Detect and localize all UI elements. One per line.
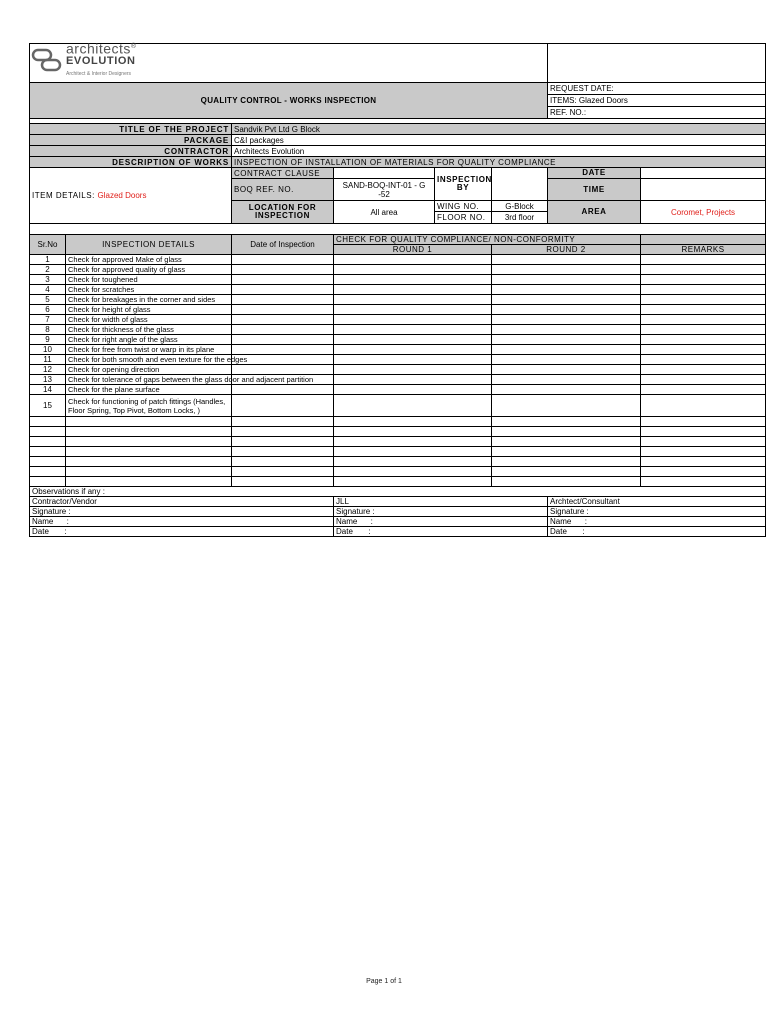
- row-number: 8: [30, 325, 66, 335]
- contractor-signature[interactable]: Signature :: [30, 507, 334, 517]
- row-check-text: Check for thickness of the glass: [66, 325, 232, 335]
- table-row: [30, 395, 766, 417]
- round2-cell[interactable]: [492, 345, 641, 355]
- date-cell[interactable]: [232, 427, 334, 437]
- date-cell[interactable]: [232, 457, 334, 467]
- col-remarks: REMARKS: [641, 245, 766, 255]
- table-row: [30, 385, 766, 395]
- row-number: 1: [30, 255, 66, 265]
- date-cell[interactable]: [232, 385, 334, 395]
- logo-tagline: Architect & Interior Designers: [66, 71, 132, 77]
- row-check-text[interactable]: [66, 467, 232, 477]
- round2-cell[interactable]: [492, 355, 641, 365]
- date-cell[interactable]: [232, 255, 334, 265]
- remarks-cell[interactable]: [641, 305, 766, 315]
- col-srno: Sr.No: [30, 235, 66, 255]
- row-number: 6: [30, 305, 66, 315]
- table-row: [30, 295, 766, 305]
- col-round1: ROUND 1: [334, 245, 492, 255]
- boq-label: BOQ REF. NO.: [232, 179, 334, 201]
- party-consultant: Archtect/Consultant: [548, 497, 766, 507]
- jll-date[interactable]: Date :: [334, 527, 548, 537]
- round1-cell[interactable]: [334, 457, 492, 467]
- row-check-text[interactable]: [66, 437, 232, 447]
- row-number: 10: [30, 345, 66, 355]
- round2-cell[interactable]: [492, 385, 641, 395]
- project-title-value: Sandvik Pvt Ltd G Block: [232, 124, 766, 135]
- consultant-date[interactable]: Date :: [548, 527, 766, 537]
- row-number: 5: [30, 295, 66, 305]
- floor-label: FLOOR NO.: [435, 212, 492, 224]
- col-inspection-details: INSPECTION DETAILS: [66, 235, 232, 255]
- remarks-cell[interactable]: [641, 325, 766, 335]
- blank-row: [30, 467, 766, 477]
- row-check-text[interactable]: [66, 427, 232, 437]
- form-title: QUALITY CONTROL - WORKS INSPECTION: [30, 83, 548, 119]
- date-label: DATE: [548, 168, 641, 179]
- round1-cell[interactable]: [334, 345, 492, 355]
- round2-cell[interactable]: [492, 325, 641, 335]
- table-row: [30, 365, 766, 375]
- round1-cell[interactable]: [334, 355, 492, 365]
- logo-registered-mark: ®: [130, 43, 137, 50]
- row-number[interactable]: [30, 447, 66, 457]
- row-check-text[interactable]: [66, 417, 232, 427]
- date-cell[interactable]: [232, 325, 334, 335]
- round2-cell[interactable]: [492, 447, 641, 457]
- row-number: 3: [30, 275, 66, 285]
- wing-label: WING NO.: [435, 201, 492, 212]
- date-cell[interactable]: [232, 447, 334, 457]
- inspection-by-label: INSPECTION BY: [435, 168, 492, 201]
- col-date-of-inspection: Date of Inspection: [232, 235, 334, 255]
- date-cell[interactable]: [232, 285, 334, 295]
- remarks-cell[interactable]: [641, 335, 766, 345]
- row-check-text[interactable]: [66, 447, 232, 457]
- contractor-label: CONTRACTOR: [30, 146, 232, 157]
- round2-cell[interactable]: [492, 395, 641, 417]
- remarks-cell[interactable]: [641, 255, 766, 265]
- remarks-cell[interactable]: [641, 417, 766, 427]
- row-check-text: Check for approved quality of glass: [66, 265, 232, 275]
- remarks-cell[interactable]: [641, 457, 766, 467]
- round1-cell[interactable]: [334, 315, 492, 325]
- description-label: DESCRIPTION OF WORKS: [30, 157, 232, 168]
- date-cell[interactable]: [232, 315, 334, 325]
- party-contractor: Contractor/Vendor: [30, 497, 334, 507]
- contractor-date[interactable]: Date :: [30, 527, 334, 537]
- logo-brand-text: EVOLUTION: [66, 55, 136, 67]
- round1-cell[interactable]: [334, 395, 492, 417]
- company-logo: [32, 40, 545, 82]
- remarks-cell[interactable]: [641, 275, 766, 285]
- remarks-cell[interactable]: [641, 265, 766, 275]
- row-check-text: Check for free from twist or warp in its plane: [66, 345, 232, 355]
- row-number: 11: [30, 355, 66, 365]
- inspection-form: [29, 40, 765, 537]
- location-label: LOCATION FOR INSPECTION: [232, 201, 334, 224]
- remarks-cell[interactable]: [641, 437, 766, 447]
- row-check-text: Check for tolerance of gaps between the glass door and adjacent partition: [66, 375, 232, 385]
- row-number: 2: [30, 265, 66, 275]
- date-cell[interactable]: [232, 467, 334, 477]
- blank-row: [30, 457, 766, 467]
- row-check-text: Check for right angle of the glass: [66, 335, 232, 345]
- date-cell[interactable]: [232, 395, 334, 417]
- round2-cell[interactable]: [492, 427, 641, 437]
- round2-cell[interactable]: [492, 417, 641, 427]
- row-number: 12: [30, 365, 66, 375]
- contractor-name[interactable]: Name :: [30, 517, 334, 527]
- blank-row: [30, 477, 766, 487]
- row-check-text: Check for breakages in the corner and sides: [66, 295, 232, 305]
- round2-cell[interactable]: [492, 437, 641, 447]
- blank-row: [30, 427, 766, 437]
- round1-cell[interactable]: [334, 325, 492, 335]
- round1-cell[interactable]: [334, 427, 492, 437]
- row-check-text: Check for approved Make of glass: [66, 255, 232, 265]
- remarks-cell[interactable]: [641, 315, 766, 325]
- date-cell[interactable]: [232, 335, 334, 345]
- row-number: 7: [30, 315, 66, 325]
- area-value: Coromet, Projects: [641, 201, 766, 224]
- round2-cell[interactable]: [492, 375, 641, 385]
- row-number: 13: [30, 375, 66, 385]
- row-check-text[interactable]: [66, 477, 232, 487]
- round1-cell[interactable]: [334, 295, 492, 305]
- row-number: 15: [30, 395, 66, 417]
- remarks-cell[interactable]: [641, 467, 766, 477]
- checklist-body: [30, 255, 766, 487]
- remarks-cell[interactable]: [641, 375, 766, 385]
- row-check-text: Check for opening direction: [66, 365, 232, 375]
- logo-mark-icon: [32, 46, 62, 76]
- row-check-text: Check for height of glass: [66, 305, 232, 315]
- jll-signature[interactable]: Signature :: [334, 507, 548, 517]
- remarks-cell[interactable]: [641, 295, 766, 305]
- row-number[interactable]: [30, 477, 66, 487]
- blank-row: [30, 437, 766, 447]
- page-footer: Page 1 of 1: [366, 978, 402, 985]
- item-details-label: ITEM DETAILS:: [32, 191, 98, 200]
- package-value: C&I packages: [232, 135, 766, 146]
- remarks-cell[interactable]: [641, 395, 766, 417]
- consultant-name[interactable]: Name :: [548, 517, 766, 527]
- round2-cell[interactable]: [492, 255, 641, 265]
- package-label: PACKAGE: [30, 135, 232, 146]
- remarks-cell[interactable]: [641, 447, 766, 457]
- date-cell[interactable]: [232, 437, 334, 447]
- item-details-value: Glazed Doors: [97, 191, 147, 200]
- observations-label: Observations if any :: [30, 487, 766, 497]
- round1-cell[interactable]: [334, 265, 492, 275]
- table-row: [30, 275, 766, 285]
- row-number[interactable]: [30, 417, 66, 427]
- logo-top-text: architects: [66, 40, 131, 57]
- round1-cell[interactable]: [334, 447, 492, 457]
- table-row: [30, 305, 766, 315]
- table-row: [30, 345, 766, 355]
- table-row: [30, 375, 766, 385]
- round2-cell[interactable]: [492, 335, 641, 345]
- remarks-cell[interactable]: [641, 365, 766, 375]
- remarks-cell[interactable]: [641, 477, 766, 487]
- blank-row: [30, 447, 766, 457]
- date-cell[interactable]: [232, 365, 334, 375]
- row-number: 9: [30, 335, 66, 345]
- table-row: [30, 265, 766, 275]
- round1-cell[interactable]: [334, 437, 492, 447]
- round1-cell[interactable]: [334, 477, 492, 487]
- col-compliance: CHECK FOR QUALITY COMPLIANCE/ NON-CONFORMITY: [334, 235, 641, 245]
- round2-cell[interactable]: [492, 305, 641, 315]
- table-row: [30, 325, 766, 335]
- row-check-text: Check for toughened: [66, 275, 232, 285]
- date-cell[interactable]: [232, 265, 334, 275]
- round2-cell[interactable]: [492, 295, 641, 305]
- row-check-text: Check for functioning of patch fittings (Handles, Floor Spring, Top Pivot, Bottom Locks, ): [66, 395, 232, 417]
- time-label: TIME: [548, 179, 641, 201]
- date-cell[interactable]: [232, 417, 334, 427]
- round1-cell[interactable]: [334, 335, 492, 345]
- item-details: [30, 168, 232, 224]
- row-check-text: Check for the plane surface: [66, 385, 232, 395]
- floor-value: 3rd floor: [492, 212, 548, 224]
- logo-cell: [30, 40, 548, 83]
- row-check-text[interactable]: [66, 457, 232, 467]
- date-cell[interactable]: [232, 275, 334, 285]
- round2-cell[interactable]: [492, 477, 641, 487]
- table-row: [30, 355, 766, 365]
- time-value[interactable]: [641, 179, 766, 201]
- round1-cell[interactable]: [334, 385, 492, 395]
- round2-cell[interactable]: [492, 365, 641, 375]
- blank-row: [30, 417, 766, 427]
- contract-clause-label: CONTRACT CLAUSE: [232, 168, 334, 179]
- table-row: [30, 315, 766, 325]
- row-number: 14: [30, 385, 66, 395]
- round1-cell[interactable]: [334, 375, 492, 385]
- row-check-text: Check for width of glass: [66, 315, 232, 325]
- table-row: [30, 285, 766, 295]
- table-row: [30, 335, 766, 345]
- row-check-text: Check for scratches: [66, 285, 232, 295]
- round1-cell[interactable]: [334, 365, 492, 375]
- round2-cell[interactable]: [492, 275, 641, 285]
- row-number: 4: [30, 285, 66, 295]
- round1-cell[interactable]: [334, 285, 492, 295]
- date-cell[interactable]: [232, 305, 334, 315]
- consultant-signature[interactable]: Signature :: [548, 507, 766, 517]
- remarks-cell[interactable]: [641, 427, 766, 437]
- round2-cell[interactable]: [492, 265, 641, 275]
- round2-cell[interactable]: [492, 457, 641, 467]
- items-field: ITEMS: Glazed Doors: [548, 95, 766, 107]
- row-number[interactable]: [30, 457, 66, 467]
- row-check-text: Check for both smooth and even texture for the edges: [66, 355, 232, 365]
- location-value: All area: [334, 201, 435, 224]
- remarks-cell[interactable]: [641, 385, 766, 395]
- round1-cell[interactable]: [334, 467, 492, 477]
- round2-cell[interactable]: [492, 467, 641, 477]
- round1-cell[interactable]: [334, 417, 492, 427]
- remarks-cell[interactable]: [641, 345, 766, 355]
- date-cell[interactable]: [232, 477, 334, 487]
- request-date-field: REQUEST DATE:: [548, 83, 766, 95]
- row-number[interactable]: [30, 437, 66, 447]
- round1-cell[interactable]: [334, 305, 492, 315]
- ref-no-field: REF. NO.:: [548, 107, 766, 119]
- form-table: [29, 40, 766, 537]
- wing-value: G-Block: [492, 201, 548, 212]
- boq-value: SAND-BOQ-INT-01 - G -52: [334, 179, 435, 201]
- table-row: [30, 255, 766, 265]
- remarks-cell[interactable]: [641, 285, 766, 295]
- contractor-value: Architects Evolution: [232, 146, 766, 157]
- date-cell[interactable]: [232, 295, 334, 305]
- date-cell[interactable]: [232, 345, 334, 355]
- jll-name[interactable]: Name :: [334, 517, 548, 527]
- date-value[interactable]: [641, 168, 766, 179]
- remarks-cell[interactable]: [641, 355, 766, 365]
- description-value: INSPECTION OF INSTALLATION OF MATERIALS FOR QUALITY COMPLIANCE: [232, 157, 766, 168]
- round2-cell[interactable]: [492, 285, 641, 295]
- party-jll: JLL: [334, 497, 548, 507]
- row-number[interactable]: [30, 467, 66, 477]
- col-round2: ROUND 2: [492, 245, 641, 255]
- project-title-label: TITLE OF THE PROJECT: [30, 124, 232, 135]
- round1-cell[interactable]: [334, 275, 492, 285]
- area-label: AREA: [548, 201, 641, 224]
- round2-cell[interactable]: [492, 315, 641, 325]
- row-number[interactable]: [30, 427, 66, 437]
- round1-cell[interactable]: [334, 255, 492, 265]
